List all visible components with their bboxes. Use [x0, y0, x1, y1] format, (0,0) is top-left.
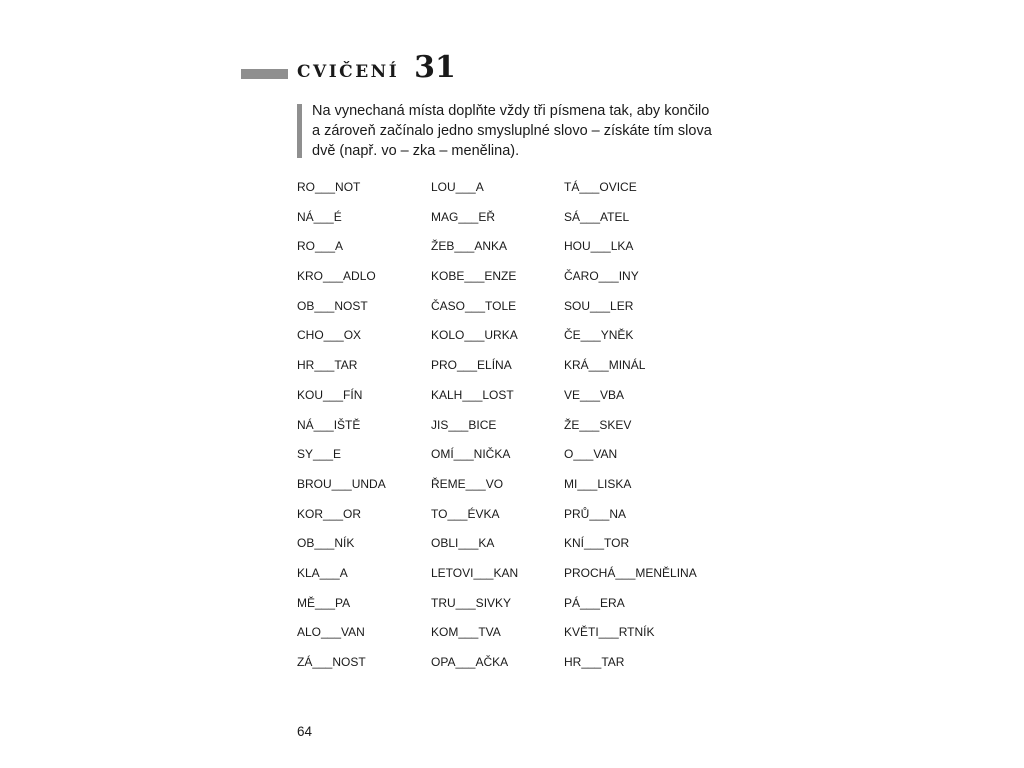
word-puzzle-item: BROU___UNDA	[297, 476, 386, 491]
word-puzzle-item: ČASO___TOLE	[431, 298, 517, 313]
word-column-3	[564, 178, 697, 683]
word-puzzle-item: PÁ___ERA	[564, 595, 625, 610]
exercise-number: 31	[414, 50, 456, 85]
word-puzzle-item: PRO___ELÍNA	[431, 358, 512, 373]
word-puzzle-item: O___VAN	[564, 447, 618, 462]
word-puzzle-item: LETOVI___KAN	[431, 565, 519, 580]
word-puzzle-item: HR___TAR	[297, 358, 358, 373]
word-puzzle-item: KOU___FÍN	[297, 387, 363, 402]
word-puzzle-item: OBLI___KA	[431, 536, 495, 551]
word-puzzle-item: KOR___OR	[297, 506, 362, 521]
word-puzzle-item: PROCHÁ___MENĚLINA	[564, 565, 697, 580]
word-puzzle-item: TO___ÉVKA	[431, 506, 500, 521]
word-column-1	[297, 178, 386, 683]
exercise-title	[297, 50, 456, 90]
instruction-text: Na vynechaná místa doplňte vždy tři písmena tak, aby končilo a zároveň začínalo jedno smysluplné slovo – získáte tím slova dvě (např. vo – zka – menělina).	[312, 103, 712, 159]
word-puzzle-item: MAG___EŘ	[431, 209, 496, 224]
word-puzzle-item: KRÁ___MINÁL	[564, 358, 646, 373]
word-puzzle-item: SÁ___ATEL	[564, 209, 630, 224]
word-puzzle-item: ALO___VAN	[297, 625, 365, 640]
page-number: 64	[297, 724, 313, 739]
word-puzzle-item: MĚ___PA	[297, 595, 351, 610]
word-puzzle-item: NÁ___IŠTĚ	[297, 417, 361, 432]
exercise-title-word: CVIČENÍ	[297, 62, 400, 82]
word-puzzle-item: ZÁ___NOST	[297, 655, 366, 669]
word-puzzle-item: HR___TAR	[564, 655, 625, 669]
word-puzzle-item: NÁ___É	[297, 209, 342, 224]
word-puzzle-item: KVĚTI___RTNÍK	[564, 625, 655, 640]
word-puzzle-item: KOLO___URKA	[431, 328, 518, 343]
instruction-accent-bar	[297, 104, 302, 158]
word-puzzle-item: MI___LISKA	[564, 476, 632, 491]
word-puzzle-item: KRO___ADLO	[297, 269, 376, 284]
title-accent-bar	[241, 69, 288, 79]
word-puzzle-item: OB___NOST	[297, 298, 368, 313]
word-puzzle-item: SOU___LER	[564, 298, 634, 313]
word-puzzle-item: ČARO___INY	[564, 269, 639, 284]
word-puzzle-item: TÁ___OVICE	[564, 180, 637, 194]
word-puzzle-item: KLA___A	[297, 565, 348, 580]
word-puzzle-item: RO___A	[297, 239, 344, 254]
word-puzzle-item: HOU___LKA	[564, 239, 634, 254]
word-puzzle-item: ČE___YNĚK	[564, 328, 634, 343]
word-puzzle-item: ŽEB___ANKA	[431, 239, 508, 254]
word-puzzle-item: TRU___SIVKY	[431, 595, 512, 610]
word-puzzle-item: KNÍ___TOR	[564, 536, 630, 551]
word-puzzle-item: KOBE___ENZE	[431, 269, 517, 284]
word-puzzle-item: KALH___LOST	[431, 387, 514, 402]
word-puzzle-item: OMÍ___NIČKA	[431, 447, 511, 462]
word-puzzle-item: ŽE___SKEV	[564, 417, 632, 432]
word-column-2	[431, 178, 518, 683]
word-puzzle-item: PRŮ___NA	[564, 506, 627, 521]
word-puzzle-item: OPA___AČKA	[431, 655, 509, 669]
word-puzzle-item: RO___NOT	[297, 180, 361, 194]
word-puzzle-item: JIS___BICE	[431, 417, 497, 432]
word-puzzle-item: SY___E	[297, 447, 342, 462]
word-puzzle-item: ŘEME___VO	[431, 476, 504, 491]
word-puzzle-item: LOU___A	[431, 180, 484, 194]
word-puzzle-item: VE___VBA	[564, 387, 625, 402]
word-puzzle-item: CHO___OX	[297, 328, 362, 343]
word-puzzle-item: KOM___TVA	[431, 625, 501, 640]
word-puzzle-item: OB___NÍK	[297, 536, 355, 551]
